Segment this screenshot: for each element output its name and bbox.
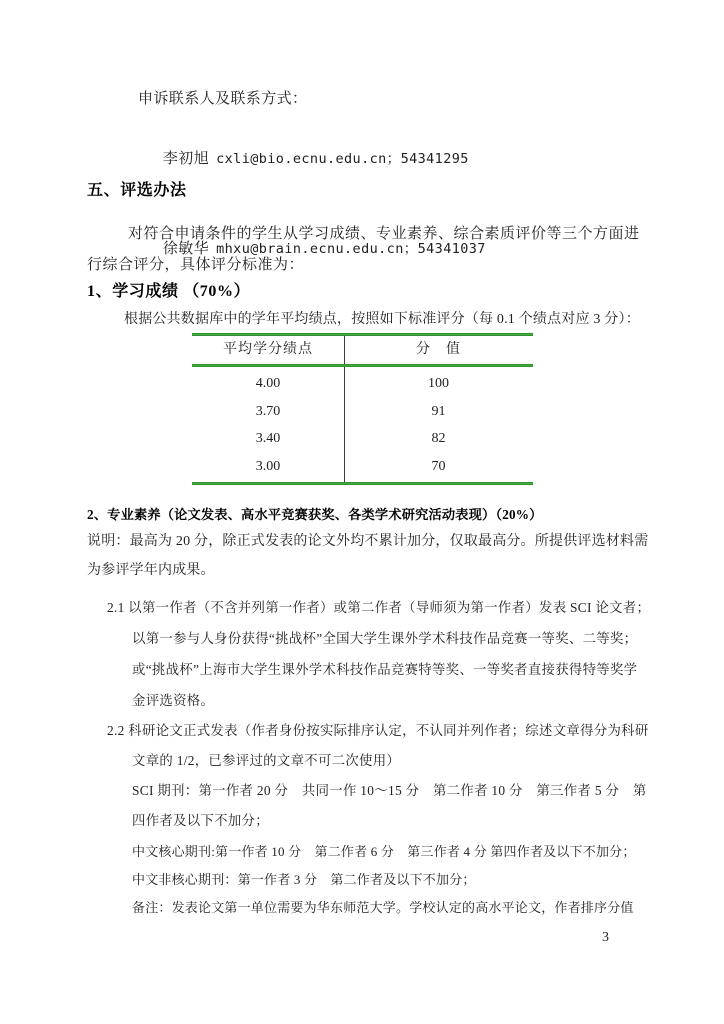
score-value: 100: [428, 376, 449, 391]
section1-heading: 1、学习成绩 （70%）: [87, 283, 251, 300]
table-column-divider: [344, 334, 345, 484]
intro-line-1: 对符合申请条件的学生从学习成绩、专业素养、综合素质评价等三个方面进: [128, 226, 640, 242]
table-row: [192, 425, 533, 453]
table-body: [192, 367, 533, 482]
table-row: [192, 370, 533, 398]
contact-name: 徐敏华: [162, 241, 210, 257]
item-2-1-line-2: 以第一参与人身份获得“挑战杯”全国大学生课外学术科技作品竞赛一等奖、二等奖；: [132, 631, 638, 646]
journal-scoring-lines: [132, 838, 636, 922]
score-value: 91: [431, 403, 446, 419]
item-2-1-line-3: 或“挑战杯”上海市大学生课外学术科技作品竞赛特等奖、一等奖者直接获得特等奖学: [132, 662, 638, 677]
note-line-2: 为参评学年内成果。: [87, 563, 215, 578]
contact-email-phone: cxli@bio.ecnu.edu.cn；54341295: [216, 151, 469, 167]
score-value: 70: [431, 458, 446, 474]
table-header-row: [192, 336, 533, 364]
item-2-1-line-4: 金评选资格。: [132, 693, 215, 708]
section5-heading: 五、评选办法: [87, 182, 187, 199]
table-row: [192, 453, 533, 481]
item-2-2: [107, 716, 649, 836]
item-2-2-line-4: 四作者及以下不加分；: [132, 813, 269, 828]
gpa-value: 3.40: [255, 431, 281, 446]
item-2-2-line-3: SCI 期刊：第一作者 20 分 共同一作 10～15 分 第二作者 10 分 第三作者 5 分 第: [132, 783, 647, 798]
chinese-noncore-journal-line: 中文非核心期刊：第一作者 3 分 第二作者及以下不加分；: [132, 872, 476, 887]
section2-note: [87, 527, 648, 585]
remark-line: 备注：发表论文第一单位需要为华东师范大学。学校认定的高水平论文，作者排序分值: [132, 900, 634, 915]
section2-heading: 2、专业素养（论文发表、高水平竞赛获奖、各类学术研究活动表现）（20%）: [87, 507, 543, 522]
section5-intro: [87, 219, 640, 281]
gpa-score-table: [192, 333, 533, 485]
note-line-1: 说明：最高为 20 分，除正式发表的论文外均不累计加分，仅取最高分。所提供评选材料需: [87, 534, 649, 549]
contact-line: [138, 114, 486, 204]
table-row: [192, 398, 533, 426]
table-rule-top: [192, 333, 533, 336]
item-2-2-line-1: 2.2 科研论文正式发表（作者身份按实际排序认定，不认同并列作者；综述文章得分为科研: [107, 723, 649, 738]
intro-line-2: 行综合评分，具体评分标准为：: [87, 257, 305, 273]
table-rule-bottom: [192, 482, 533, 485]
chinese-core-journal-line: 中文核心期刊:第一作者 10 分 第二作者 6 分 第三作者 4 分 第四作者及以下不加分；: [132, 844, 636, 859]
item-2-1: [107, 592, 650, 716]
item-2-1-line-1: 2.1 以第一作者（不含并列第一作者）或第二作者（导师须为第一作者）发表 SCI 论文者；: [107, 600, 651, 615]
table-header-score: 分 值: [416, 342, 461, 357]
item-2-2-line-2: 文章的 1/2，已参评过的文章不可二次使用）: [132, 753, 401, 768]
table-rule-middle: [192, 364, 533, 367]
section1-desc: 根据公共数据库中的学年平均绩点，按照如下标准评分（每 0.1 个绩点对应 3 分）：: [124, 312, 640, 327]
gpa-value: 3.70: [255, 403, 281, 419]
contact-heading: 申诉联系人及联系方式：: [138, 91, 308, 107]
table-header-gpa: 平均学分绩点: [223, 342, 313, 357]
gpa-value: 3.00: [255, 458, 281, 474]
gpa-value: 4.00: [255, 376, 281, 391]
score-value: 82: [431, 431, 446, 446]
contact-name: 李初旭: [162, 151, 210, 167]
contact-email-phone: mhxu@brain.ecnu.edu.cn；54341037: [216, 241, 486, 257]
page-number: 3: [602, 930, 609, 945]
